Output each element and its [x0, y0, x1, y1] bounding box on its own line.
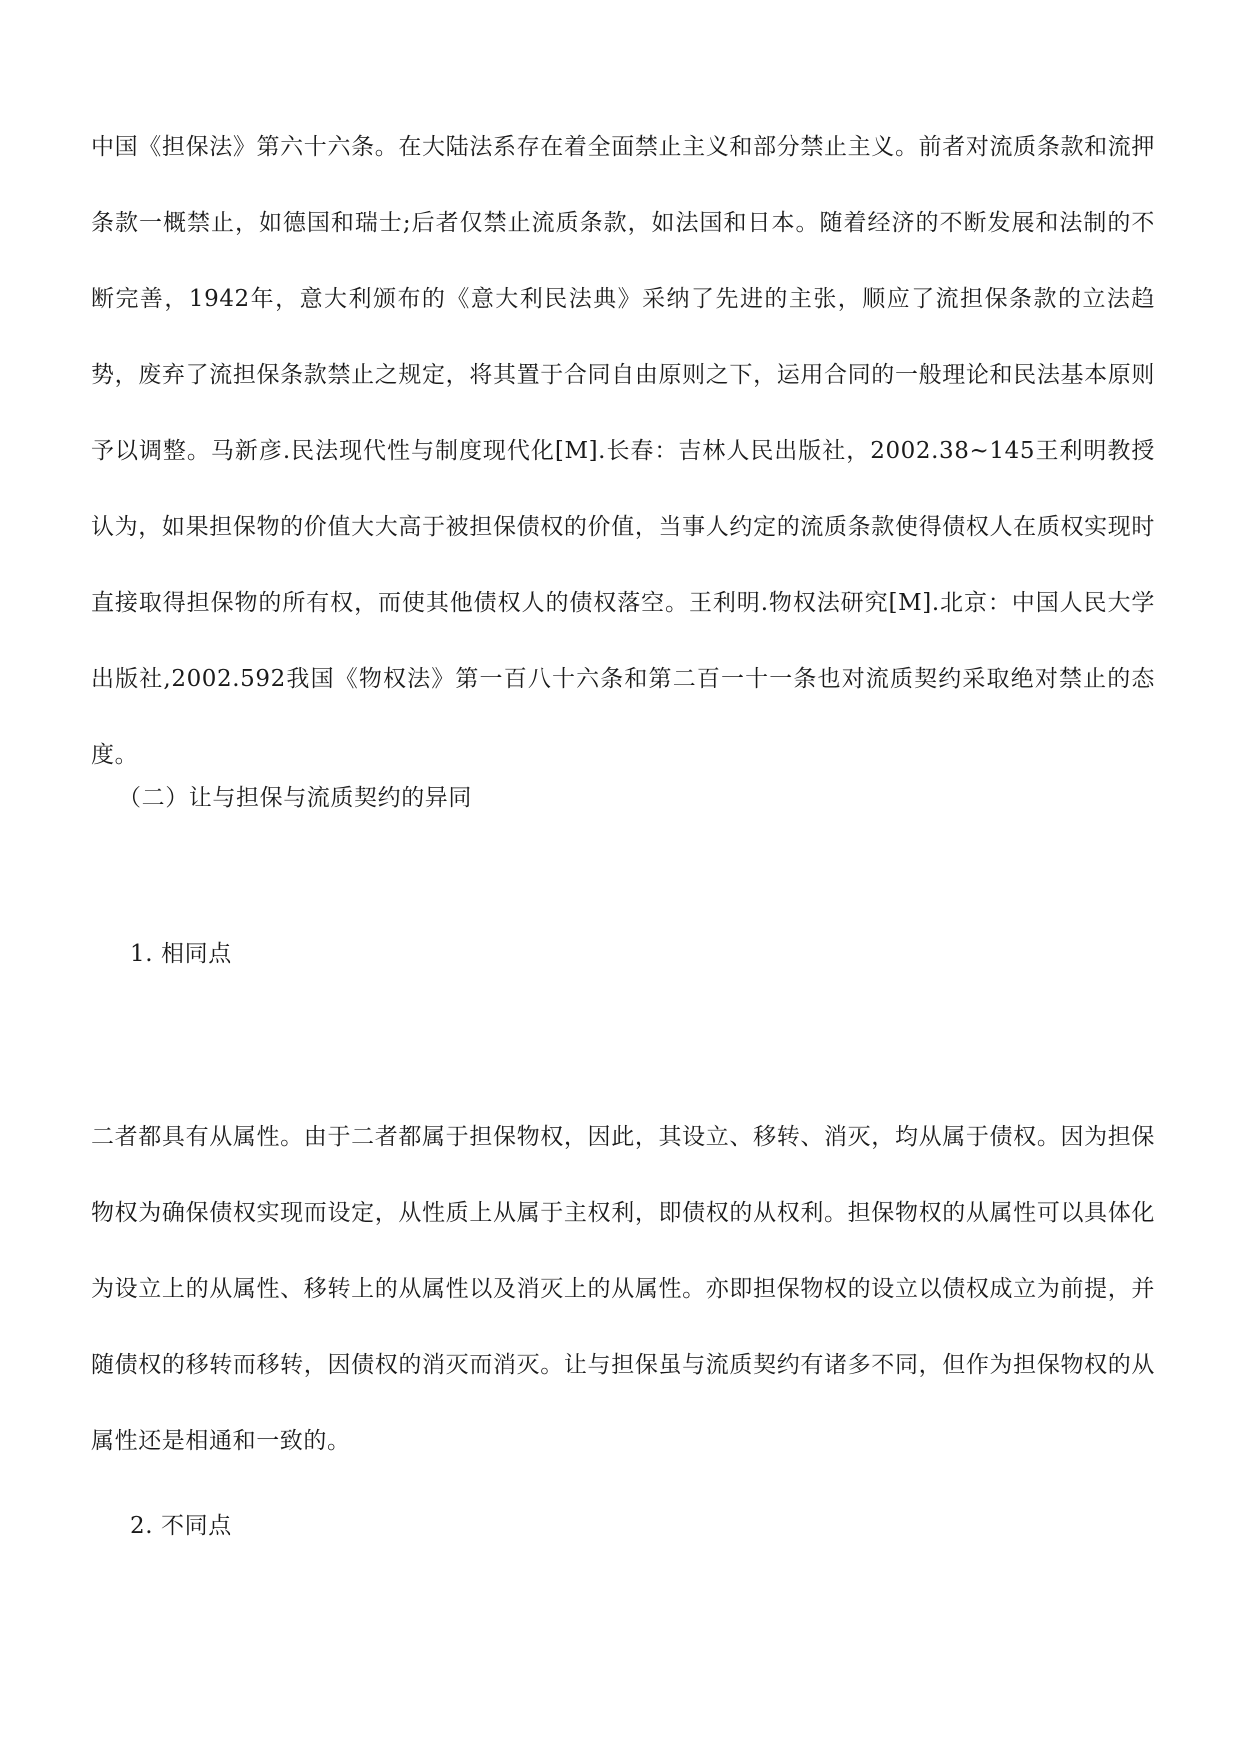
body-paragraph-foreign-law-overview: 中国《担保法》第六十六条。在大陆法系存在着全面禁止主义和部分禁止主义。前者对流质条款和流押条款一概禁止，如德国和瑞士;后者仅禁止流质条款，如法国和日本。随着经济的不断发展和法制的不断完善，1942年，意大利颁布的《意大利民法典》采纳了先进的主张，顺应了流担保条款的立法趋势，废弃了流担保条款禁止之规定，将其置于合同自由原则之下，运用合同的一般理论和民法基本原则予以调整。马新彦.民法现代性与制度现代化[M].长春：吉林人民出版社，2002.38~145王利明教授认为，如果担保物的价值大大高于被担保债权的价值，当事人约定的流质条款使得债权人在质权实现时直接取得担保物的所有权，而使其他债权人的债权落空。王利明.物权法研究[M].北京：中国人民大学出版社,2002.592我国《物权法》第一百八十六条和第二百一十一条也对流质契约采取绝对禁止的态度。	[91, 134, 1155, 768]
subheading-differences: 2. 不同点	[130, 1513, 232, 1539]
section-heading: （二）让与担保与流质契约的异同	[118, 785, 472, 811]
subheading-similarities: 1. 相同点	[130, 941, 232, 967]
body-paragraph-accessory-nature: 二者都具有从属性。由于二者都属于担保物权，因此，其设立、移转、消灭，均从属于债权。因为担保物权为确保债权实现而设定，从性质上从属于主权利，即债权的从权利。担保物权的从属性可以具体化为设立上的从属性、移转上的从属性以及消灭上的从属性。亦即担保物权的设立以债权成立为前提，并随债权的移转而移转，因债权的消灭而消灭。让与担保虽与流质契约有诸多不同，但作为担保物权的从属性还是相通和一致的。	[91, 1124, 1155, 1454]
